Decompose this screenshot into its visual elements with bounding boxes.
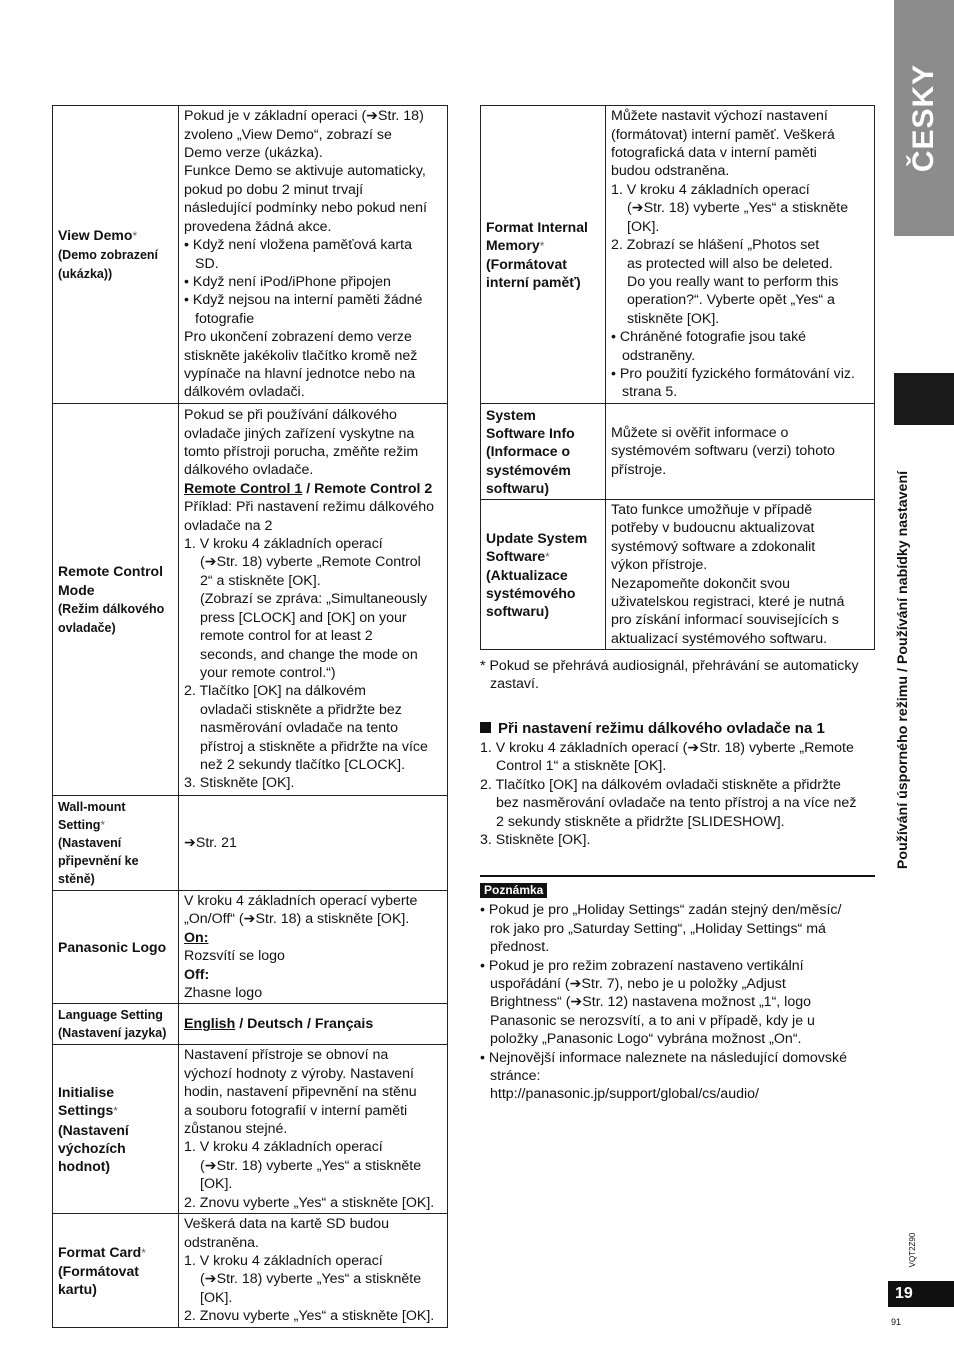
setting-description: Pokud je v základní operaci (➔Str. 18) zvoleno „View Demo“, zobrazí se Demo verze (ukázka). Funkce Demo se aktivuje automaticky, pokud po dobu 2 minut trvají následující podmínky nebo pokud není provedena žádná akce. • Když není vložena paměťová karta SD. • Když není iPod/iPhone připojen • Když nejsou na interní paměti žádné fotografie Pro ukončení zobrazení demo verze stiskněte jakékoliv tlačítko kromě než vypínače na hlavní jednotce nebo na dálkovém ovladači. — [179, 106, 448, 404]
setting-name-cell: Wall-mount Setting* (Nastavení připevnění ke stěně) — [53, 796, 179, 891]
setting-description: Veškerá data na kartě SD budou odstraněna. 1. V kroku 4 základních operací (➔Str. 18) vyberte „Yes“ a stiskněte [OK]. 2. Znovu vyberte „Yes“ a stiskněte [OK]. — [179, 1214, 448, 1327]
setting-name-cell: Format Internal Memory* (Formátovat interní paměť) — [481, 106, 606, 404]
setting-name-cell: Format Card* (Formátovat kartu) — [53, 1214, 179, 1327]
setting-description: Můžete si ověřit informace o systémovém softwaru (verzi) tohoto přístroje. — [606, 404, 875, 500]
table-row — [53, 106, 448, 404]
setting-description: ➔Str. 21 — [179, 796, 448, 891]
setting-name-cell: Update System Software* (Aktualizace systémového softwaru) — [481, 500, 606, 650]
setting-description: Pokud se při používání dálkového ovladače jiných zařízení vyskytne na tomto přístroji porucha, změňte režim dálkového ovladače. Remote Control 1 / Remote Control 2 Příklad: Při nastavení režimu dálkového ovladače na 2 1. V kroku 4 základních operací (➔Str. 18) vyberte „Remote Control 2“ a stiskněte [OK]. (Zobrazí se zpráva: „Simultaneously press [CLOCK] and [OK] on your remote control for at least 2 seconds, and change the mode on your remote control.“) 2. Tlačítko [OK] na dálkovém ovladači stiskněte a přidržte bez nasměrování ovladače na tento přístroj a stiskněte a přidržte na více než 2 sekundy tlačítko [CLOCK]. 3. Stiskněte [OK]. — [179, 404, 448, 796]
bullet-list — [611, 328, 871, 402]
table-row — [53, 404, 448, 796]
table-row — [481, 106, 875, 404]
settings-table-right — [480, 105, 875, 650]
setting-name-cell: View Demo* (Demo zobrazení (ukázka)) — [53, 106, 179, 404]
section-title-vertical: Používání úsporného režimu / Používání nabídky nastavení — [894, 470, 911, 870]
setting-name: View Demo — [58, 226, 133, 243]
language-tab-label: ČESKY — [906, 63, 940, 173]
table-row — [481, 404, 875, 500]
remote-mode-section — [480, 719, 880, 849]
list-item: 3. Stiskněte [OK]. — [184, 775, 295, 792]
setting-name-cell: System Software Info (Informace o systémovém softwaru) — [481, 404, 606, 500]
step-list: 1. V kroku 4 základních operací (➔Str. 18) vyberte „Remote Control 1“ a stiskněte [OK]. 2. Tlačítko [OK] na dálkovém ovladači stiskněte a přidržte bez nasměrování ovladače na tento přístroj a na více než 2 sekundy stiskněte a přidržte [SLIDESHOW]. 3. Stiskněte [OK]. — [480, 740, 857, 849]
list-item: • Pro použití fyzického formátování viz. strana 5. — [611, 365, 855, 401]
setting-description: V kroku 4 základních operací vyberte „On/Off“ (➔Str. 18) a stiskněte [OK]. On: Rozsvítí se logo Off: Zhasne logo — [179, 891, 448, 1004]
settings-table-left — [52, 105, 448, 1328]
list-item: • Nejnovější informace naleznete na následující domovské stránce: http://panasonic.jp/support/global/cs/audio/ — [480, 1049, 847, 1103]
setting-description: Tato funkce umožňuje v případě potřeby v budoucnu aktualizovat systémový software a zdokonalit výkon přístroje. Nezapomeňte dokončit svou uživatelskou registraci, které je nutná pro získání informací souvisejících s aktualizací systémového softwaru. — [606, 500, 875, 650]
setting-name-cell: Remote Control Mode (Režim dálkového ovladače) — [53, 404, 179, 796]
table-row — [53, 1045, 448, 1214]
list-item: • Když není iPod/iPhone připojen — [184, 273, 391, 290]
footnote: * Pokud se přehrává audiosignál, přehrávání se automaticky zastaví. — [480, 658, 859, 693]
list-item: 2. Tlačítko [OK] na dálkovém ovladači stiskněte a přidržte bez nasměrování ovladače na tento přístroj a stiskněte a přidržte na více než 2 sekundy tlačítko [CLOCK]. — [184, 683, 428, 773]
table-row — [53, 796, 448, 891]
page-number-small: 91 — [891, 1317, 902, 1327]
table-row — [53, 1214, 448, 1327]
table-row — [53, 1004, 448, 1045]
step-list: 1. V kroku 4 základních operací (➔Str. 18) vyberte „Yes“ a stiskněte [OK]. 2. Zobrazí se hlášení „Photos set as protected will also be deleted. Do you really want to perform this operation?“. Vyberte opět „Yes“ a stiskněte [OK]. — [611, 181, 849, 327]
list-item: • Pokud je pro režim zobrazení nastaveno vertikální uspořádání (➔Str. 7), nebo je u položky „Adjust Brightness“ (➔Str. 12) nastavena možnost „1“, logo Panasonic se nerozsvítí, a to ani v případě, kdy je u položky „Panasonic Logo“ vybrána možnost „On“. — [480, 957, 815, 1048]
notes — [480, 881, 880, 1104]
language-tab — [894, 0, 954, 236]
table-row — [53, 891, 448, 1004]
list-item: • Chráněné fotografie jsou také odstraněny. — [611, 329, 807, 364]
section-heading: Při nastavení režimu dálkového ovladače na 1 — [480, 719, 880, 739]
step-list: 1. V kroku 4 základních operací (➔Str. 18) vyberte „Yes“ a stiskněte [OK]. 2. Znovu vyberte „Yes“ a stiskněte [OK]. — [184, 1252, 435, 1325]
divider — [480, 875, 875, 877]
list-item: • Když není vložena paměťová karta SD. — [184, 237, 412, 272]
list-item: • Když nejsou na interní paměti žádné fotografie — [184, 292, 423, 327]
square-bullet-icon — [480, 722, 491, 733]
bullet-list — [480, 901, 880, 1103]
setting-name-cell: Language Setting (Nastavení jazyka) — [53, 1004, 179, 1045]
setting-options: Remote Control 1 / Remote Control 2 — [184, 480, 433, 497]
note-label: Poznámka — [480, 883, 547, 898]
page-number: 19 — [888, 1281, 954, 1307]
document-code: VQT2Z90 — [908, 1232, 918, 1268]
setting-description: Nastavení přístroje se obnoví na výchozí hodnoty z výroby. Nastavení hodin, nastavení připevnění na stěnu a souboru fotografií v interní paměti zůstanou stejné. 1. V kroku 4 základních operací (➔Str. 18) vyberte „Yes“ a stiskněte [OK]. 2. Znovu vyberte „Yes“ a stiskněte [OK]. — [179, 1045, 448, 1214]
support-url: http://panasonic.jp/support/global/cs/audio/ — [490, 1086, 759, 1103]
list-item: • Pokud je pro „Holiday Settings“ zadán stejný den/měsíc/ rok jako pro „Saturday Setting“, „Holiday Settings“ má přednost. — [480, 902, 842, 956]
section-marker — [894, 373, 954, 425]
setting-description: Můžete nastavit výchozí nastavení (formátovat) interní paměť. Veškerá fotografická data v interní paměti budou odstraněna. 1. V kroku 4 základních operací (➔Str. 18) vyberte „Yes“ a stiskněte [OK]. 2. Zobrazí se hlášení „Photos set as protected will also be deleted. Do you really want to perform this operation?“. Vyberte opět „Yes“ a stiskněte [OK]. • Chráněné fotografie jsou také odstraněny. • Pro použití fyzického formátování viz. strana 5. — [606, 106, 875, 404]
setting-name-cell: Initialise Settings* (Nastavení výchozích hodnot) — [53, 1045, 179, 1214]
bullet-list — [184, 236, 444, 328]
step-list — [184, 535, 444, 793]
list-item: 1. V kroku 4 základních operací (➔Str. 18) vyberte „Remote Control 2“ a stiskněte [OK]. (Zobrazí se zpráva: „Simultaneously press [CLOCK] and [OK] on your remote control for at least 2 seconds, and change the mode on your remote control.“) — [184, 536, 428, 681]
setting-description: English / Deutsch / Français — [179, 1004, 448, 1045]
table-row — [481, 500, 875, 650]
step-list: 1. V kroku 4 základních operací (➔Str. 18) vyberte „Yes“ a stiskněte [OK]. 2. Znovu vyberte „Yes“ a stiskněte [OK]. — [184, 1139, 435, 1211]
setting-name-cell: Panasonic Logo — [53, 891, 179, 1004]
